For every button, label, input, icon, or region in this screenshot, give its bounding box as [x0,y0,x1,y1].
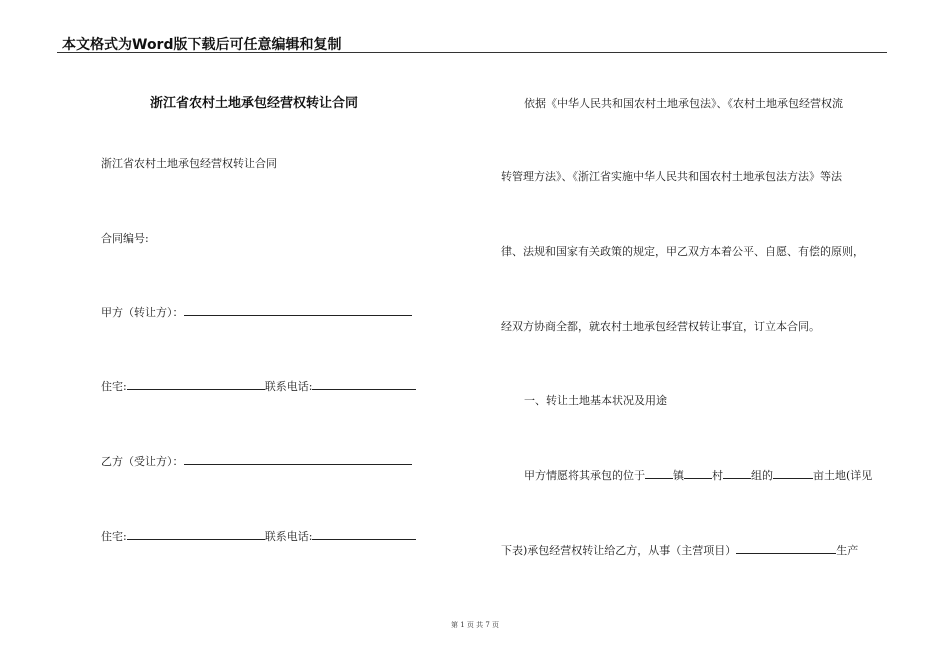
town-blank [645,467,673,479]
phone-label-2: 联系电话: [264,530,313,543]
group-label: 组的 [751,469,773,482]
page-indicator: 第 1 页 共 7 页 [450,621,500,629]
residence-label-2: 住宅: [101,530,127,543]
contract-number-label: 合同编号: [101,232,149,245]
para1-line3: 律、法规和国家有关政策的规定，甲乙双方本着公平、自愿、有偿的原则， [501,245,864,258]
header-divider [57,52,887,53]
para3-line [501,542,858,558]
village-label: 村 [712,469,723,482]
phone-blank [312,378,416,390]
area-blank [773,467,813,479]
party-b-line [101,453,412,469]
town-label: 镇 [673,469,684,482]
section1-title: 一、转让土地基本状况及用途 [524,394,667,407]
phone-blank-2 [312,528,416,540]
residence-label: 住宅: [101,380,127,393]
party-a-line [101,304,412,320]
group-blank [723,467,751,479]
party-b-blank [184,453,412,465]
residence-blank-2 [127,528,265,540]
document-banner-title: 本文格式为Word版下载后可任意编辑和复制 [62,37,342,53]
village-blank [684,467,712,479]
residence-blank [127,378,265,390]
party-a-label: 甲方（转让方）： [101,306,184,319]
para1-line2: 转管理方法》、《浙江省实施中华人民共和国农村土地承包法方法》等法 [501,170,842,183]
project-blank [736,542,836,554]
para2-line [524,467,872,483]
para3-prefix: 下表)承包经营权转让给乙方，从事（主营项目） [501,544,737,557]
document-subtitle: 浙江省农村土地承包经营权转让合同 [101,157,277,170]
party-a-blank [184,304,412,316]
party-b-residence-line [101,528,416,544]
para2-suffix: 亩土地(详见 [813,469,873,482]
para1-line4: 经双方协商全都，就农村土地承包经营权转让事宜，订立本合同。 [501,320,820,333]
para2-prefix: 甲方情愿将其承包的位于 [524,469,645,482]
party-a-residence-line [101,378,416,394]
para1-line1: 依据《中华人民共和国农村土地承包法》、《农村土地承包经营权流 [524,97,843,110]
document-heading: 浙江省农村土地承包经营权转让合同 [150,96,359,111]
para3-suffix: 生产 [836,544,859,557]
party-b-label: 乙方（受让方）： [101,455,184,468]
phone-label: 联系电话: [264,380,313,393]
